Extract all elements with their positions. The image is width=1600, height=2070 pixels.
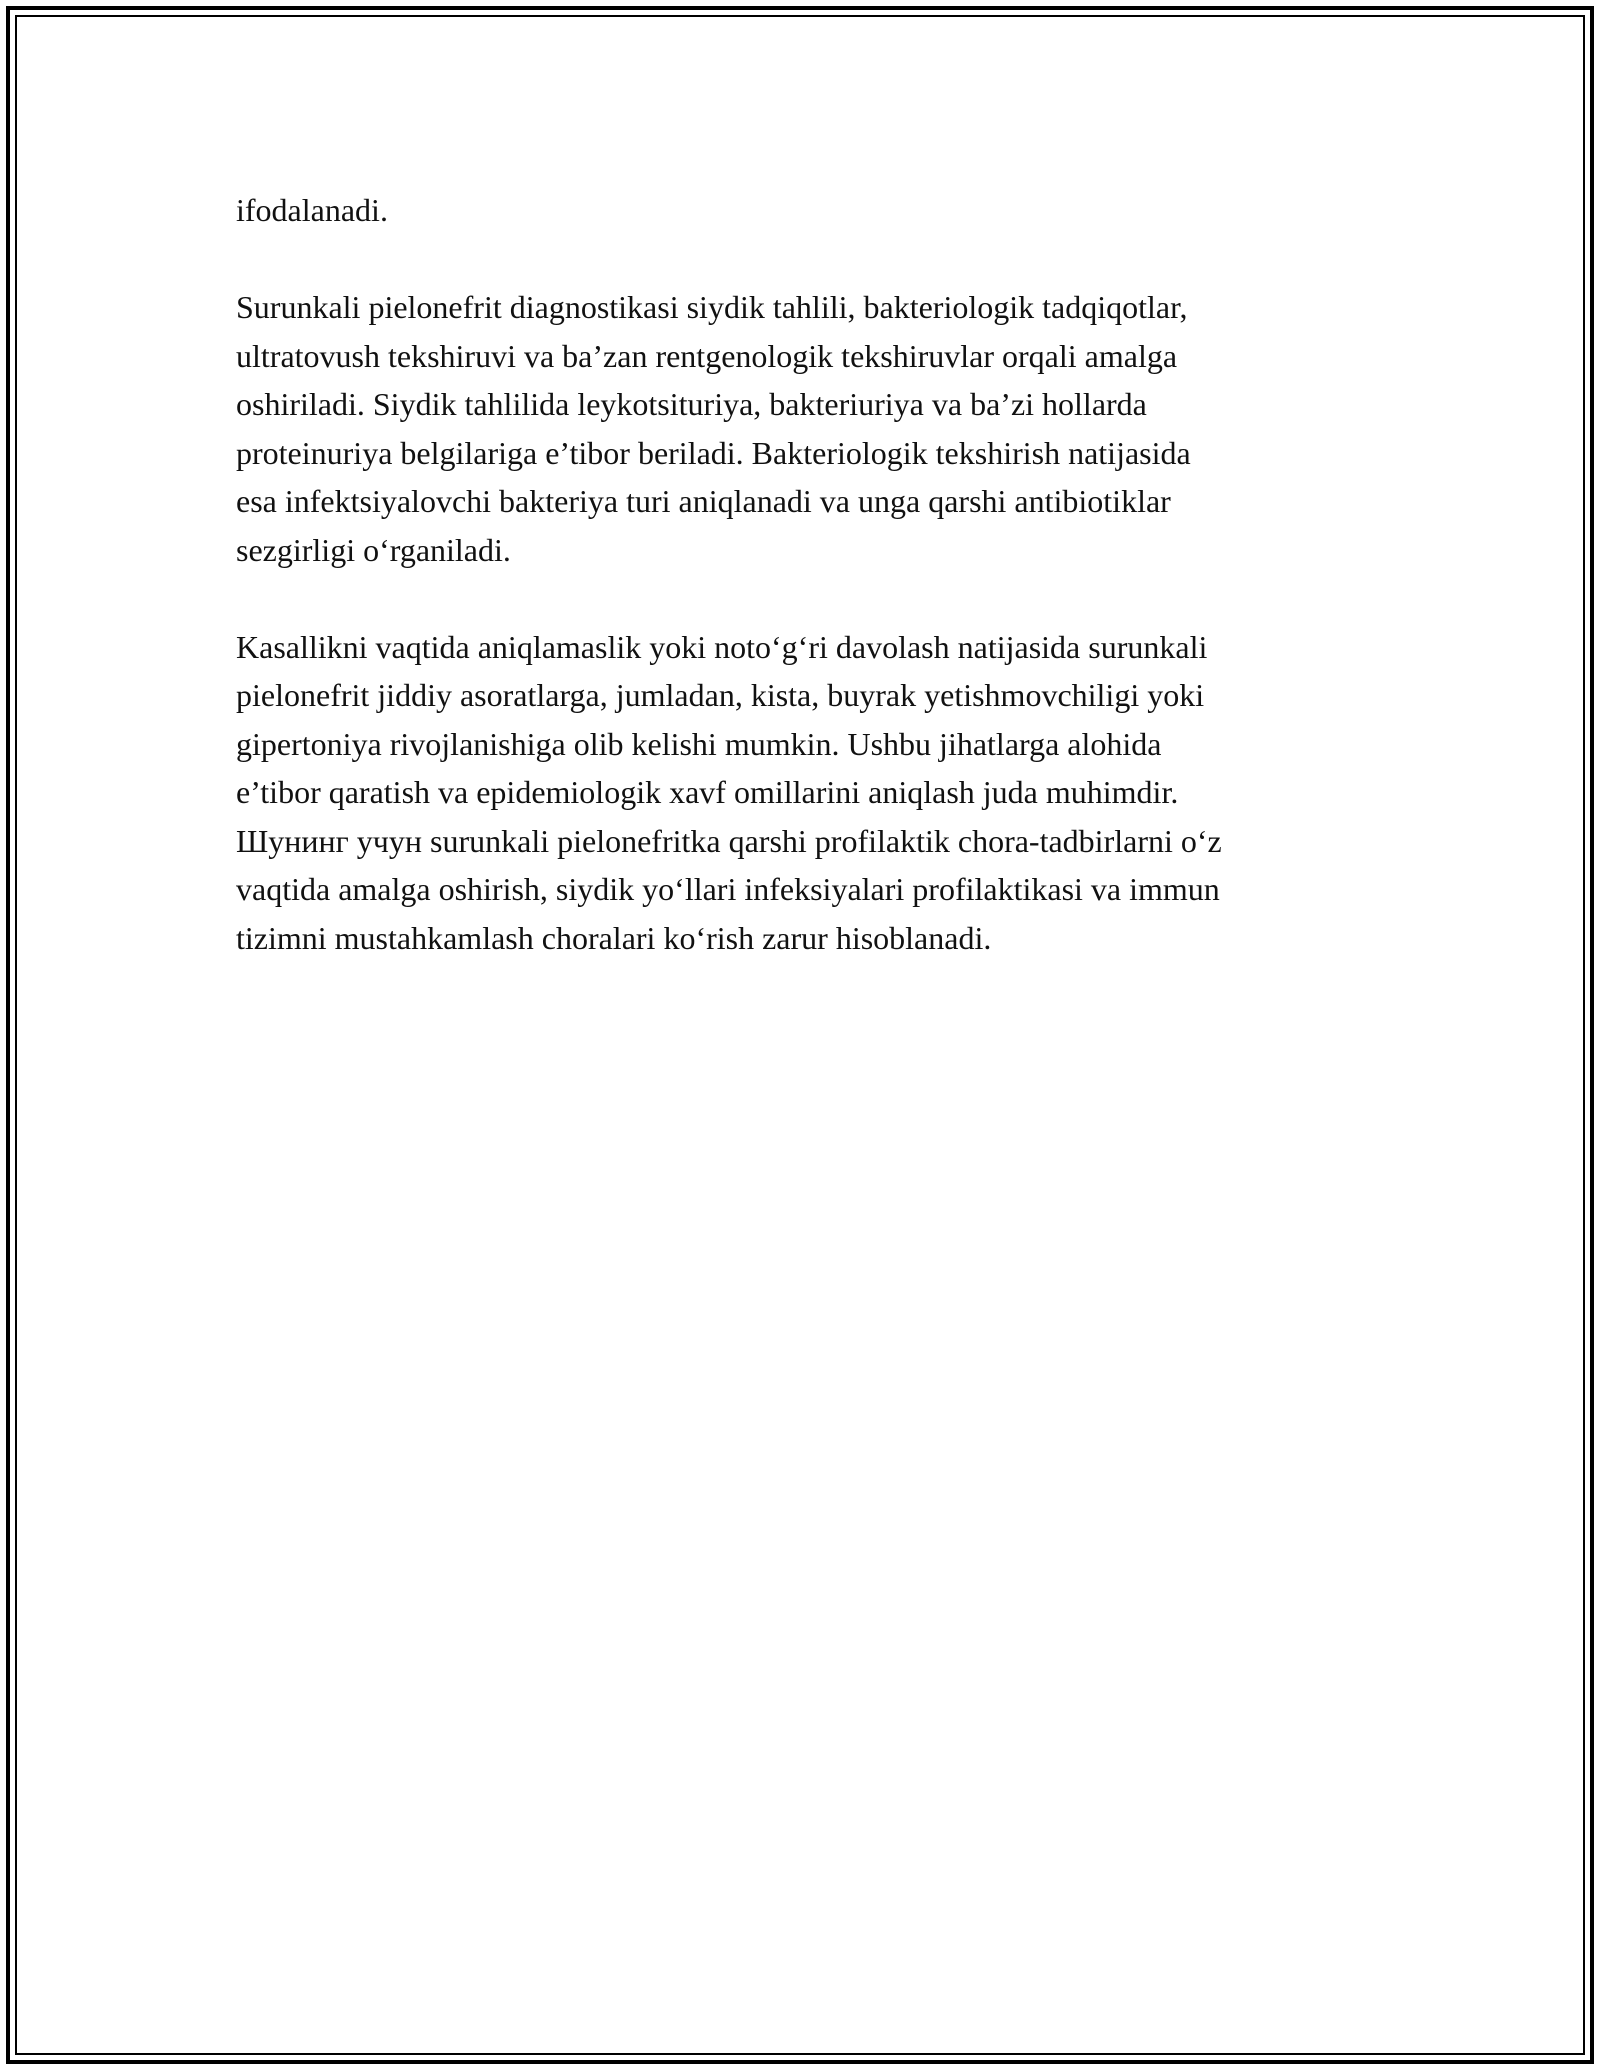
paragraph-continuation: ifodalanadi.: [236, 192, 388, 228]
document-body: [236, 186, 1386, 962]
paragraph-diagnostics: Surunkali pielonefrit diagnostikasi siydik tahlili, bakteriologik tadqiqotlar, ultratovush tekshiruvi va ba’zan rentgenologik tekshiruvlar orqali amalga oshiriladi. Siydik tahlilida leykotsituriya, bakteriuriya va ba’zi hollarda proteinuriya belgilariga e’tibor beriladi. Bakteriologik tekshirish natijasida esa infektsiyalovchi bakteriya turi aniqlanadi va unga qarshi antibiotiklar sezgirligi o‘rganiladi.: [236, 289, 1191, 568]
paragraph-complications: Kasallikni vaqtida aniqlamaslik yoki noto‘g‘ri davolash natijasida surunkali pielonefrit jiddiy asoratlarga, jumladan, kista, buyrak yetishmovchiligi yoki gipertoniya rivojlanishiga olib kelishi mumkin. Ushbu jihatlarga alohida e’tibor qaratish va epidemiologik xavf omillarini aniqlash juda muhimdir. Шунинг учун surunkali pielonefritka qarshi profilaktik chora-tadbirlarni o‘z vaqtida amalga oshirish, siydik yo‘llari infeksiyalari profilaktikasi va immun tizimni mustahkamlash choralari ko‘rish zarur hisoblanadi.: [236, 628, 1222, 956]
